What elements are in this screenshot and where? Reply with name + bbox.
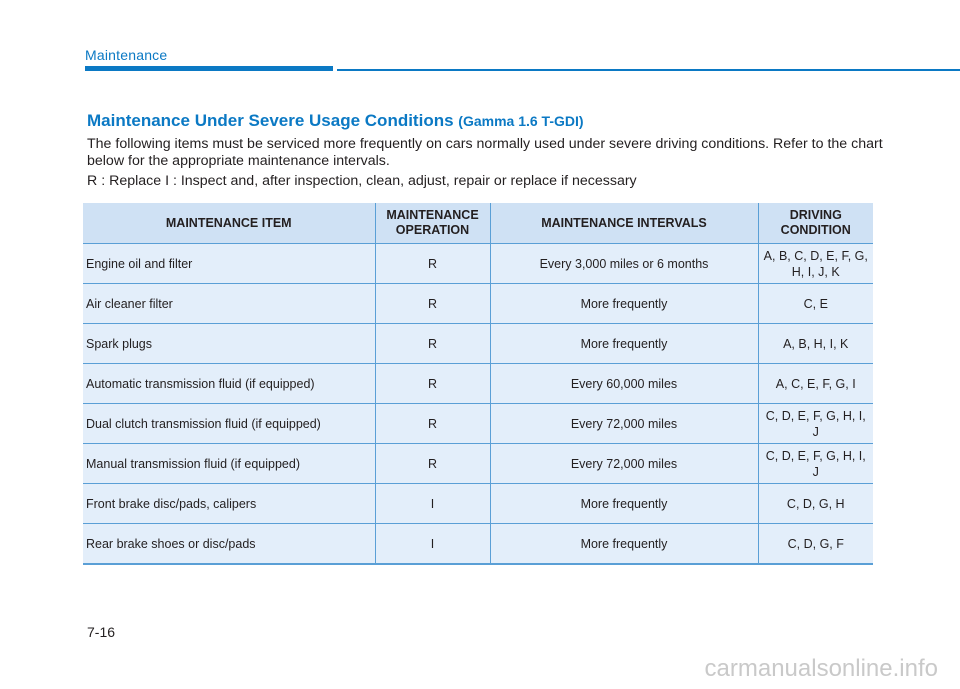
legend-text: R : Replace I : Inspect and, after inspection, clean, adjust, repair or replace if necessary: [87, 173, 637, 189]
cell-operation: R: [375, 324, 490, 364]
table-row: [83, 524, 873, 565]
cell-operation: R: [375, 244, 490, 284]
cell-item: Manual transmission fluid (if equipped): [83, 444, 375, 484]
cell-operation: R: [375, 404, 490, 444]
cell-item: Air cleaner filter: [83, 284, 375, 324]
page-title-text: Maintenance Under Severe Usage Conditions: [87, 111, 454, 130]
cell-item: Engine oil and filter: [83, 244, 375, 284]
header-maintenance-item: MAINTENANCE ITEM: [83, 203, 375, 244]
page-number: 7-16: [87, 624, 116, 640]
cell-operation: I: [375, 484, 490, 524]
table-row: [83, 324, 873, 364]
cell-conditions: C, D, E, F, G, H, I, J: [758, 444, 873, 484]
table-row: [83, 244, 873, 284]
cell-intervals: Every 3,000 miles or 6 months: [490, 244, 758, 284]
cell-item: Rear brake shoes or disc/pads: [83, 524, 375, 565]
cell-operation: R: [375, 284, 490, 324]
table-row: [83, 444, 873, 484]
header-driving-condition: DRIVING CONDITION: [758, 203, 873, 244]
table-row: [83, 284, 873, 324]
cell-conditions: C, D, G, F: [758, 524, 873, 565]
table-row: [83, 484, 873, 524]
cell-conditions: C, D, E, F, G, H, I, J: [758, 404, 873, 444]
cell-intervals: More frequently: [490, 524, 758, 565]
cell-intervals: More frequently: [490, 284, 758, 324]
header-maintenance-operation: MAINTENANCE OPERATION: [375, 203, 490, 244]
cell-conditions: A, C, E, F, G, I: [758, 364, 873, 404]
section-label: Maintenance: [85, 47, 168, 63]
cell-item: Automatic transmission fluid (if equipped): [83, 364, 375, 404]
cell-conditions: A, B, C, D, E, F, G, H, I, J, K: [758, 244, 873, 284]
cell-intervals: Every 60,000 miles: [490, 364, 758, 404]
header-rule-thin: [337, 69, 960, 71]
maintenance-table: [83, 203, 873, 565]
table-header-row: [83, 203, 873, 244]
cell-item: Front brake disc/pads, calipers: [83, 484, 375, 524]
cell-intervals: More frequently: [490, 484, 758, 524]
cell-intervals: Every 72,000 miles: [490, 404, 758, 444]
table-row: [83, 364, 873, 404]
cell-conditions: A, B, H, I, K: [758, 324, 873, 364]
page-title: [87, 111, 584, 131]
cell-operation: R: [375, 364, 490, 404]
cell-conditions: C, E: [758, 284, 873, 324]
watermark: carmanualsonline.info: [704, 655, 938, 682]
cell-item: Dual clutch transmission fluid (if equipped): [83, 404, 375, 444]
intro-paragraph: The following items must be serviced more frequently on cars normally used under severe driving conditions. Refer to the chart below for the appropriate maintenance intervals.: [87, 136, 883, 169]
table-row: [83, 404, 873, 444]
page-subtitle: (Gamma 1.6 T-GDI): [458, 113, 584, 129]
header-maintenance-intervals: MAINTENANCE INTERVALS: [490, 203, 758, 244]
cell-operation: I: [375, 524, 490, 565]
cell-item: Spark plugs: [83, 324, 375, 364]
cell-intervals: More frequently: [490, 324, 758, 364]
cell-intervals: Every 72,000 miles: [490, 444, 758, 484]
header-rule-thick: [85, 66, 333, 71]
cell-operation: R: [375, 444, 490, 484]
cell-conditions: C, D, G, H: [758, 484, 873, 524]
